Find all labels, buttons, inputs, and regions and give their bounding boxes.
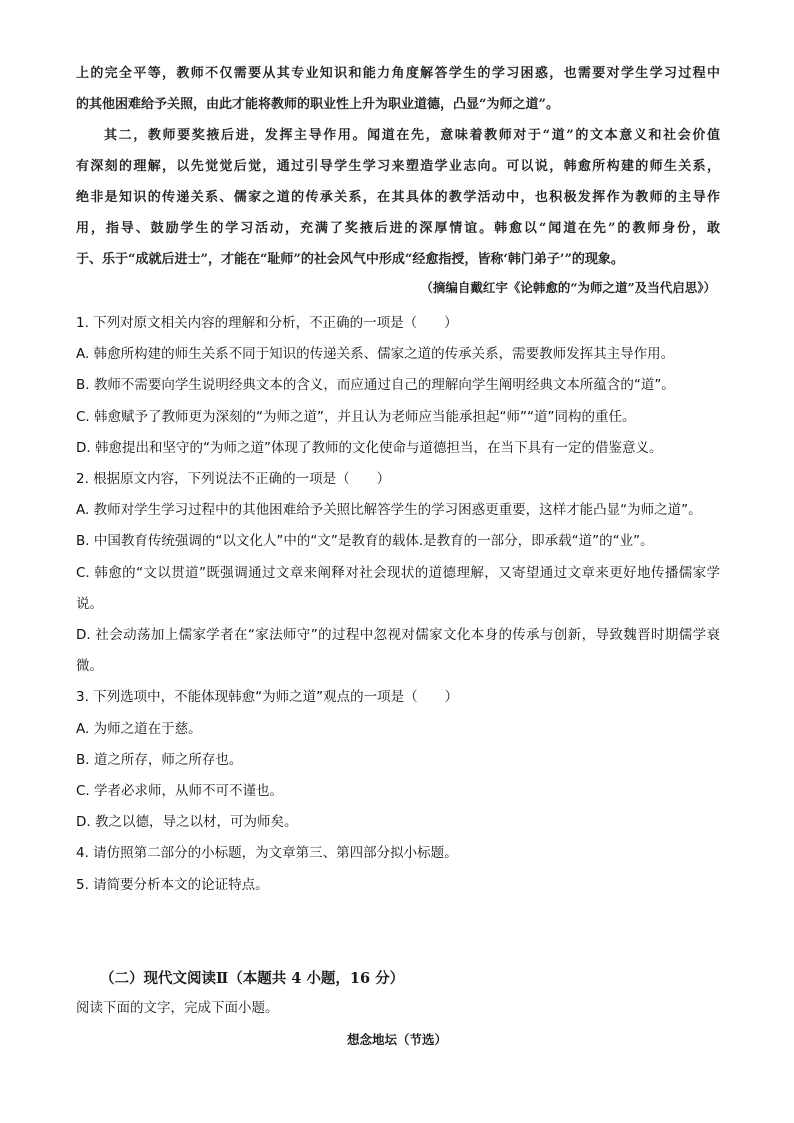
question-2: 2. 根据原文内容，下列说法不正确的一项是（ ） xyxy=(76,471,391,488)
question-2-option-d: D. 社会动荡加上儒家学者在“家法师守”的过程中忽视对儒家文化本身的传承与创新，导致魏晋时期儒学衰微。 xyxy=(76,627,720,675)
reading-passage xyxy=(76,58,720,275)
question-1-option-b: B. 教师不需要向学生说明经典文本的含义，而应通过自己的理解向学生阐明经典文本所蕴含的“道”。 xyxy=(76,377,675,394)
section-heading: （二）现代文阅读Ⅱ（本题共 4 小题，16 分） xyxy=(100,970,405,987)
question-4: 4. 请仿照第二部分的小标题，为文章第三、第四部分拟小标题。 xyxy=(76,845,458,862)
question-1-option-c: C. 韩愈赋予了教师更为深刻的“为师之道”，并且认为老师应当能承担起“师”“道”同构的重任。 xyxy=(76,408,636,425)
question-2-option-a: A. 教师对学生学习过程中的其他困难给予关照比解答学生的学习困惑更重要，这样才能凸显“为师之道”。 xyxy=(76,502,702,519)
passage-line: 绝非是知识的传递关系、儒家之道的传承关系，在其具体的教学活动中，也积极发挥作为教师的主导作 xyxy=(76,190,720,205)
question-2-option-b: B. 中国教育传统强调的“以文化人”中的“文”是教育的载体.是教育的一部分，即承载“道”的“业”。 xyxy=(76,533,654,550)
passage-line: 其二，教师要奖掖后进，发挥主导作用。闻道在先，意味着教师对于“道”的文本意义和社会价值 xyxy=(104,128,720,143)
question-1: 1. 下列对原文相关内容的理解和分析，不正确的一项是（ ） xyxy=(76,315,458,331)
question-3-option-d: D. 教之以德，导之以材，可为师矣。 xyxy=(76,814,298,831)
question-3-option-b: B. 道之所存，师之所存也。 xyxy=(76,751,243,768)
question-2-option-c: C. 韩愈的“文以贯道”既强调通过文章来阐释对社会现状的道德理解，又寄望通过文章来更好地传播儒家学说。 xyxy=(76,564,720,612)
question-1-option-d: D. 韩愈提出和坚守的“为师之道”体现了教师的文化使命与道德担当，在当下具有一定的借鉴意义。 xyxy=(76,439,663,456)
question-3-option-a: A. 为师之道在于慈。 xyxy=(76,720,202,737)
passage-line: 于、乐于“成就后进士”，才能在“耻师”的社会风气中形成“经愈指授，皆称‘韩门弟子’”的现象。 xyxy=(76,252,624,267)
passage-line: 的其他困难给予关照，由此才能将教师的职业性上升为职业道德，凸显“为师之道”。 xyxy=(76,97,559,112)
question-5: 5. 请简要分析本文的论证特点。 xyxy=(76,876,269,893)
section-intro: 阅读下面的文字，完成下面小题。 xyxy=(76,1000,279,1016)
passage-line: 有深刻的理解，以先觉觉后觉，通过引导学生学习来塑造学业志向。可以说，韩愈所构建的师生关系， xyxy=(76,159,720,174)
question-1-option-a: A. 韩愈所构建的师生关系不同于知识的传递关系、儒家之道的传承关系，需要教师发挥其主导作用。 xyxy=(76,346,675,363)
passage-title: 想念地坛（节选） xyxy=(346,1032,447,1047)
passage-line: 上的完全平等，教师不仅需要从其专业知识和能力角度解答学生的学习困惑，也需要对学生学习过程中 xyxy=(76,66,720,81)
question-3: 3. 下列选项中，不能体现韩愈“为师之道”观点的一项是（ ） xyxy=(76,689,459,706)
question-3-option-c: C. 学者必求师，从师不可不谨也。 xyxy=(76,783,284,800)
passage-source: （摘编自戴红宇《论韩愈的“为师之道”及当代启思》） xyxy=(420,280,716,295)
question-list xyxy=(76,308,720,901)
passage-line: 用，指导、鼓励学生的学习活动，充满了奖掖后进的深厚情谊。韩愈以“闻道在先”的教师身份，敢 xyxy=(76,221,720,236)
